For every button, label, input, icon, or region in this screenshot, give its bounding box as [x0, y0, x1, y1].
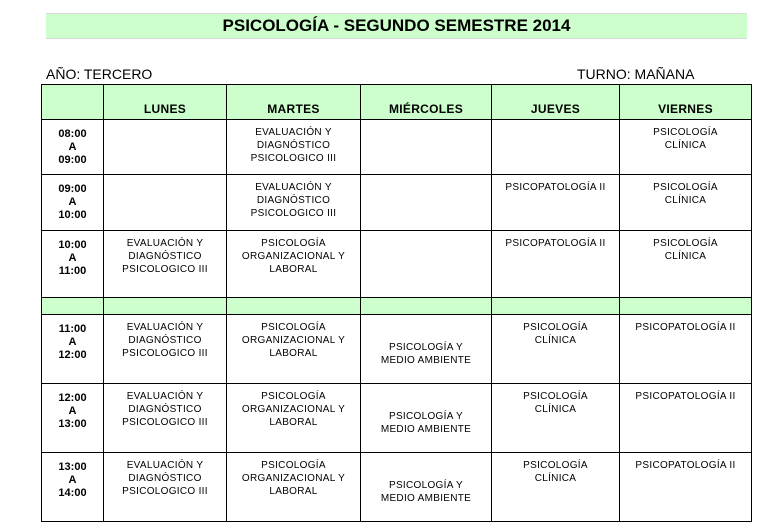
course-cell — [361, 175, 492, 231]
course-cell — [361, 315, 492, 384]
course-cell — [620, 315, 752, 384]
year-label: AÑO: TERCERO — [46, 66, 153, 82]
corner-cell — [42, 85, 104, 120]
course-cell — [620, 384, 752, 453]
course-cell — [620, 120, 752, 175]
time-slot — [42, 384, 104, 453]
course-cell — [361, 453, 492, 522]
break-cell — [227, 298, 361, 315]
cell-line: EVALUACIÓN Y — [126, 460, 204, 471]
cell-line: A — [68, 405, 77, 417]
course-cell — [104, 120, 227, 175]
course-cell — [227, 231, 361, 298]
schedule-row — [42, 453, 752, 522]
break-row — [42, 298, 752, 315]
course-cell — [361, 384, 492, 453]
cell-line: A — [68, 474, 77, 486]
break-cell — [361, 298, 492, 315]
cell-line: PSICOLOGICO III — [122, 264, 208, 275]
cell-line: LABORAL — [269, 486, 318, 497]
time-slot — [42, 120, 104, 175]
course-cell — [104, 453, 227, 522]
course-cell — [492, 453, 620, 522]
break-cell — [42, 298, 104, 315]
cell-line: PSICOLOGÍA — [653, 238, 718, 249]
schedule-row — [42, 384, 752, 453]
cell-line: MEDIO AMBIENTE — [380, 424, 472, 435]
cell-line: PSICOPATOLOGÍA II — [635, 322, 736, 333]
cell-line: PSICOLOGICO III — [122, 417, 208, 428]
cell-line: EVALUACIÓN Y — [255, 127, 332, 138]
course-cell — [104, 175, 227, 231]
course-cell — [620, 231, 752, 298]
schedule-table — [41, 84, 752, 522]
course-cell — [227, 175, 361, 231]
cell-line: DIAGNÓSTICO — [256, 140, 331, 151]
cell-line: PSICOPATOLOGÍA II — [505, 238, 606, 249]
cell-line: DIAGNÓSTICO — [128, 335, 202, 346]
cell-line: 13:00 — [58, 461, 87, 473]
course-cell — [492, 120, 620, 175]
cell-line: PSICOLOGÍA — [261, 322, 326, 333]
cell-line: PSICOLOGÍA Y — [388, 342, 463, 353]
schedule-row — [42, 175, 752, 231]
cell-line: MEDIO AMBIENTE — [380, 355, 472, 366]
cell-line: DIAGNÓSTICO — [128, 473, 202, 484]
cell-line: 11:00 — [58, 265, 87, 277]
course-cell — [227, 315, 361, 384]
cell-line: 09:00 — [58, 183, 87, 195]
cell-line: PSICOLOGICO III — [122, 486, 208, 497]
time-slot — [42, 175, 104, 231]
time-slot — [42, 315, 104, 384]
cell-line: 12:00 — [58, 349, 87, 361]
cell-line: CLÍNICA — [664, 140, 707, 151]
document-title: PSICOLOGÍA - SEGUNDO SEMESTRE 2014 — [46, 13, 747, 39]
cell-line: PSICOLOGÍA — [653, 182, 718, 193]
cell-line: PSICOLOGÍA — [261, 391, 326, 402]
cell-line: PSICOLOGICO III — [250, 153, 337, 164]
cell-line: DIAGNÓSTICO — [256, 195, 331, 206]
break-cell — [104, 298, 227, 315]
shift-label: TURNO: MAÑANA — [577, 66, 695, 82]
cell-line: PSICOLOGÍA — [523, 460, 588, 471]
cell-line: ORGANIZACIONAL Y — [241, 404, 346, 415]
course-cell — [227, 453, 361, 522]
cell-line: PSICOLOGÍA Y — [388, 411, 463, 422]
schedule-body — [42, 85, 752, 522]
schedule-row — [42, 120, 752, 175]
course-cell — [104, 231, 227, 298]
cell-line: DIAGNÓSTICO — [128, 251, 202, 262]
cell-line: CLÍNICA — [534, 404, 577, 415]
cell-line: LABORAL — [269, 348, 318, 359]
course-cell — [492, 231, 620, 298]
cell-line: A — [68, 141, 77, 153]
course-cell — [620, 175, 752, 231]
cell-line: EVALUACIÓN Y — [126, 391, 204, 402]
course-cell — [227, 120, 361, 175]
time-slot — [42, 453, 104, 522]
cell-line: PSICOLOGICO III — [122, 348, 208, 359]
cell-line: PSICOLOGÍA — [261, 460, 326, 471]
course-cell — [104, 384, 227, 453]
course-cell — [227, 384, 361, 453]
cell-line: PSICOLOGÍA — [653, 127, 718, 138]
cell-line: 08:00 — [58, 128, 87, 140]
cell-line: PSICOLOGÍA — [523, 322, 588, 333]
course-cell — [492, 175, 620, 231]
cell-line: PSICOPATOLOGÍA II — [635, 391, 736, 402]
cell-line: ORGANIZACIONAL Y — [241, 251, 346, 262]
cell-line: A — [68, 196, 77, 208]
cell-line: PSICOLOGÍA — [261, 238, 326, 249]
cell-line: EVALUACIÓN Y — [126, 238, 204, 249]
cell-line: PSICOPATOLOGÍA II — [635, 460, 736, 471]
cell-line: LABORAL — [269, 417, 318, 428]
course-cell — [361, 231, 492, 298]
cell-line: PSICOLOGÍA — [523, 391, 588, 402]
cell-line: LABORAL — [269, 264, 318, 275]
schedule-row — [42, 231, 752, 298]
cell-line: PSICOLOGICO III — [250, 208, 337, 219]
day-header: MIÉRCOLES — [361, 85, 492, 120]
cell-line: EVALUACIÓN Y — [255, 182, 332, 193]
break-cell — [620, 298, 752, 315]
cell-line: A — [68, 252, 77, 264]
course-cell — [104, 315, 227, 384]
cell-line: 12:00 — [58, 392, 87, 404]
cell-line: CLÍNICA — [534, 473, 577, 484]
day-header: LUNES — [104, 85, 227, 120]
cell-line: DIAGNÓSTICO — [128, 404, 202, 415]
cell-line: MEDIO AMBIENTE — [380, 493, 472, 504]
cell-line: CLÍNICA — [664, 251, 707, 262]
cell-line: CLÍNICA — [534, 335, 577, 346]
day-header: MARTES — [227, 85, 361, 120]
cell-line: 10:00 — [58, 209, 87, 221]
header-row — [42, 85, 752, 120]
cell-line: 14:00 — [58, 487, 87, 499]
cell-line: EVALUACIÓN Y — [126, 322, 204, 333]
day-header: JUEVES — [492, 85, 620, 120]
cell-line: 09:00 — [58, 154, 87, 166]
day-header: VIERNES — [620, 85, 752, 120]
cell-line: 10:00 — [58, 239, 87, 251]
cell-line: A — [68, 336, 77, 348]
course-cell — [492, 315, 620, 384]
cell-line: 13:00 — [58, 418, 87, 430]
schedule-row — [42, 315, 752, 384]
course-cell — [620, 453, 752, 522]
cell-line: CLÍNICA — [664, 195, 707, 206]
time-slot — [42, 231, 104, 298]
cell-line: ORGANIZACIONAL Y — [241, 335, 346, 346]
cell-line: PSICOPATOLOGÍA II — [505, 182, 606, 193]
course-cell — [361, 120, 492, 175]
cell-line: PSICOLOGÍA Y — [388, 480, 463, 491]
course-cell — [492, 384, 620, 453]
cell-line: ORGANIZACIONAL Y — [241, 473, 346, 484]
break-cell — [492, 298, 620, 315]
cell-line: 11:00 — [58, 323, 87, 335]
